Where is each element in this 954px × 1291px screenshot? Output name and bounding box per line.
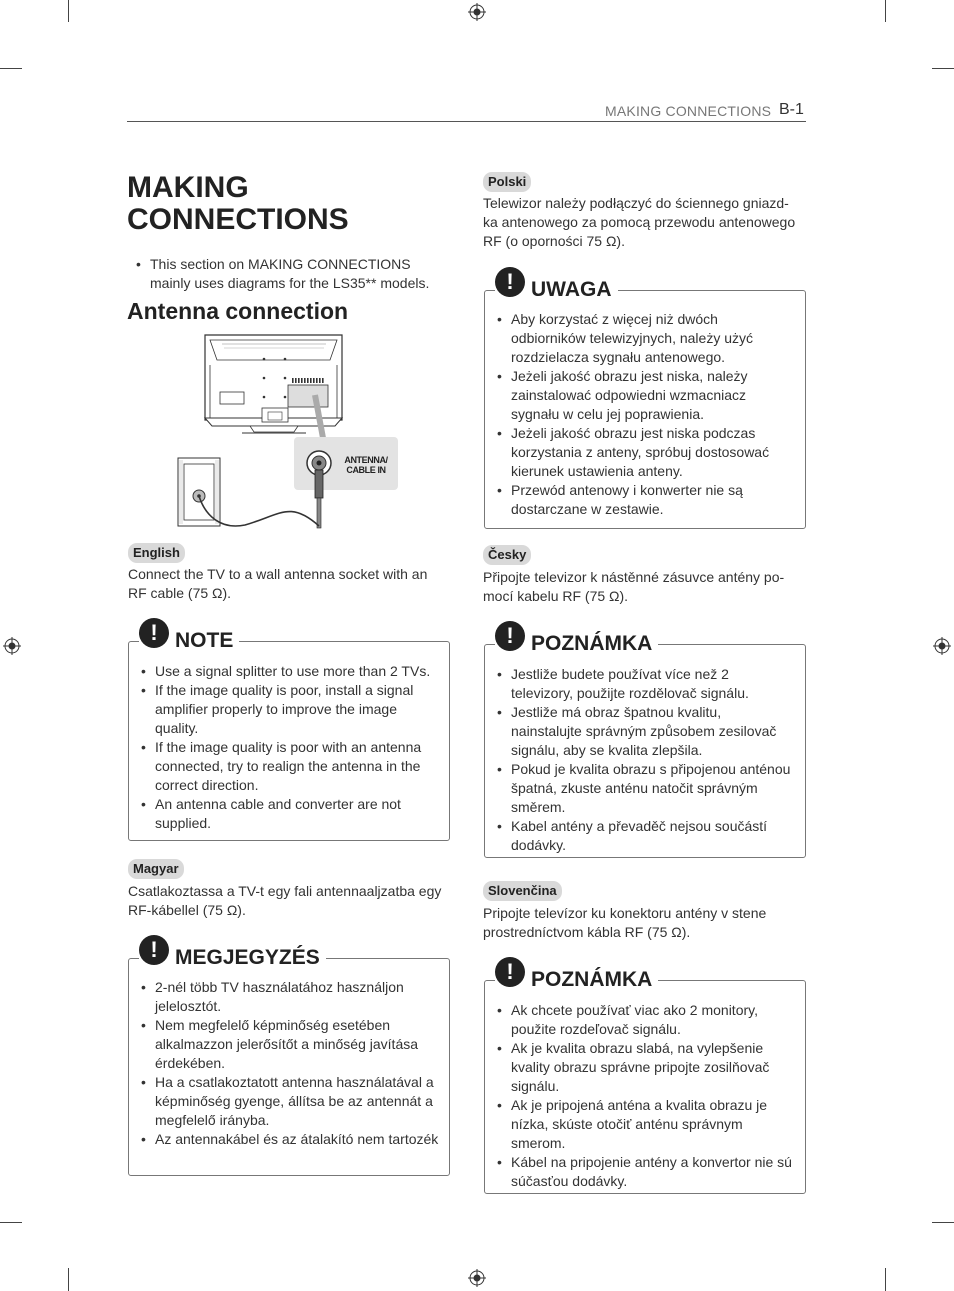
exclamation-icon: !: [495, 267, 525, 297]
note-header: [495, 959, 658, 992]
exclamation-icon: !: [139, 935, 169, 965]
note-header: [495, 623, 658, 656]
crop-mark: [0, 68, 22, 69]
list-item: • Ak chcete používať viac ako 2 monitory, použite rozdeľovač signálu.: [497, 1001, 793, 1039]
crop-mark: [932, 1222, 954, 1223]
note-title: NOTE: [175, 629, 234, 652]
note-box: [484, 959, 806, 1194]
registration-mark-icon: [3, 637, 21, 655]
antenna-connection-diagram: [170, 330, 405, 530]
crop-mark: [885, 1268, 886, 1291]
language-label: English: [128, 543, 185, 563]
list-item: • Nem megfelelő képminőség esetében alkalmazzon jelerősítőt a minőség javítása érdekében.: [141, 1016, 439, 1073]
note-list: [497, 665, 793, 855]
list-item: • This section on MAKING CONNECTIONS mainly uses diagrams for the LS35** models.: [136, 255, 446, 293]
paragraph: Pripojte televízor ku konektoru antény v stene prostredníctvom kábla RF (75 Ω).: [483, 905, 767, 940]
language-label: Slovenčina: [483, 881, 562, 901]
list-item: • Ak je pripojená anténa a kvalita obrazu je nízka, skúste otočiť anténu správnym smerom.: [497, 1096, 793, 1153]
crop-mark: [68, 1268, 69, 1291]
exclamation-icon: !: [139, 618, 169, 648]
note-box: [128, 620, 450, 841]
paragraph: Connect the TV to a wall antenna socket with an RF cable (75 Ω).: [128, 566, 428, 601]
note-header: [139, 937, 326, 970]
note-box: [484, 269, 806, 529]
exclamation-icon: !: [495, 621, 525, 651]
list-item: • Aby korzystać z więcej niż dwóch odbiorników telewizyjnych, należy użyć rozdzielacza sygnału antenowego.: [497, 310, 793, 367]
list-item: • 2-nél több TV használatához használjon jelelosztót.: [141, 978, 439, 1016]
list-item: • Kabel antény a převaděč nejsou součástí dodávky.: [497, 817, 793, 855]
note-title: MEGJEGYZÉS: [175, 946, 320, 969]
paragraph: Csatlakoztassa a TV-t egy fali antennaaljzatba egy RF-kábellel (75 Ω).: [128, 883, 442, 918]
list-item: • Ha a csatlakoztatott antenna használatával a képminőség gyenge, állítsa be az antennát a megfelelő irányba.: [141, 1073, 439, 1130]
note-title: POZNÁMKA: [531, 968, 653, 991]
registration-mark-icon: [468, 1269, 486, 1287]
note-list: [141, 662, 439, 833]
page-number: B-1: [779, 101, 804, 118]
page-title: [127, 172, 349, 236]
note-header: [139, 620, 239, 653]
language-label: Česky: [483, 545, 531, 565]
list-item: • An antenna cable and converter are not supplied.: [141, 795, 439, 833]
registration-mark-icon: [468, 3, 486, 21]
language-label: Magyar: [128, 859, 184, 879]
note-list: [497, 1001, 793, 1191]
running-header-section: MAKING CONNECTIONS: [605, 103, 772, 119]
registration-mark-icon: [933, 637, 951, 655]
note-title: POZNÁMKA: [531, 632, 653, 655]
section-heading: Antenna connection: [127, 298, 349, 324]
list-item: • If the image quality is poor with an antenna connected, try to realign the antenna in the correct direction.: [141, 738, 439, 795]
note-list: [497, 310, 793, 519]
list-item: • Use a signal splitter to use more than 2 TVs.: [141, 662, 439, 681]
crop-mark: [0, 1222, 22, 1223]
list-item: • Jeżeli jakość obrazu jest niska, należy zainstalować odpowiedni wzmacniacz sygnału w celu jej poprawienia.: [497, 367, 793, 424]
paragraph: Připojte televizor k nástěnné zásuvce antény po-mocí kabelu RF (75 Ω).: [483, 569, 785, 604]
list-item: • Przewód antenowy i konwerter nie są dostarczane w zestawie.: [497, 481, 793, 519]
list-item: • Ak je kvalita obrazu slabá, na vylepšenie kvality obrazu správne pripojte zosilňovač signálu.: [497, 1039, 793, 1096]
note-box: [128, 937, 450, 1176]
header-rule: [127, 121, 806, 122]
exclamation-icon: !: [495, 957, 525, 987]
crop-mark: [932, 68, 954, 69]
jack-label: CABLE IN: [346, 465, 386, 475]
jack-label: ANTENNA/: [344, 455, 388, 465]
crop-mark: [68, 0, 69, 22]
list-item: • Kábel na pripojenie antény a konvertor nie sú súčasťou dodávky.: [497, 1153, 793, 1191]
intro-list: [136, 255, 446, 293]
list-item: • Jestliže má obraz špatnou kvalitu, nainstalujte správným způsobem zesilovač signálu, aby se kvalita zlepšila.: [497, 703, 793, 760]
note-title: UWAGA: [531, 278, 612, 301]
page-title-line: CONNECTIONS: [127, 203, 349, 236]
list-item: • Jestliže budete používat více než 2 televizory, použijte rozdělovač signálu.: [497, 665, 793, 703]
list-item: • Jeżeli jakość obrazu jest niska podczas korzystania z anteny, spróbuj dostosować kierunek ustawienia anteny.: [497, 424, 793, 481]
crop-mark: [885, 0, 886, 22]
note-list: [141, 978, 439, 1149]
wall-socket-icon: [178, 458, 220, 526]
note-header: [495, 269, 618, 302]
list-item: • If the image quality is poor, install a signal amplifier properly to improve the image quality.: [141, 681, 439, 738]
page-title-line: MAKING: [127, 171, 249, 204]
language-label: Polski: [483, 172, 531, 192]
list-item: • Az antennakábel és az átalakító nem tartozék: [141, 1130, 439, 1149]
paragraph: Telewizor należy podłączyć do ściennego gniazd-ka antenowego za pomocą przewodu antenowego RF (o oporności 75 Ω).: [483, 195, 796, 249]
list-item: • Pokud je kvalita obrazu s připojenou anténou špatná, zkuste anténu natočit správným směrem.: [497, 760, 793, 817]
note-box: [484, 623, 806, 858]
